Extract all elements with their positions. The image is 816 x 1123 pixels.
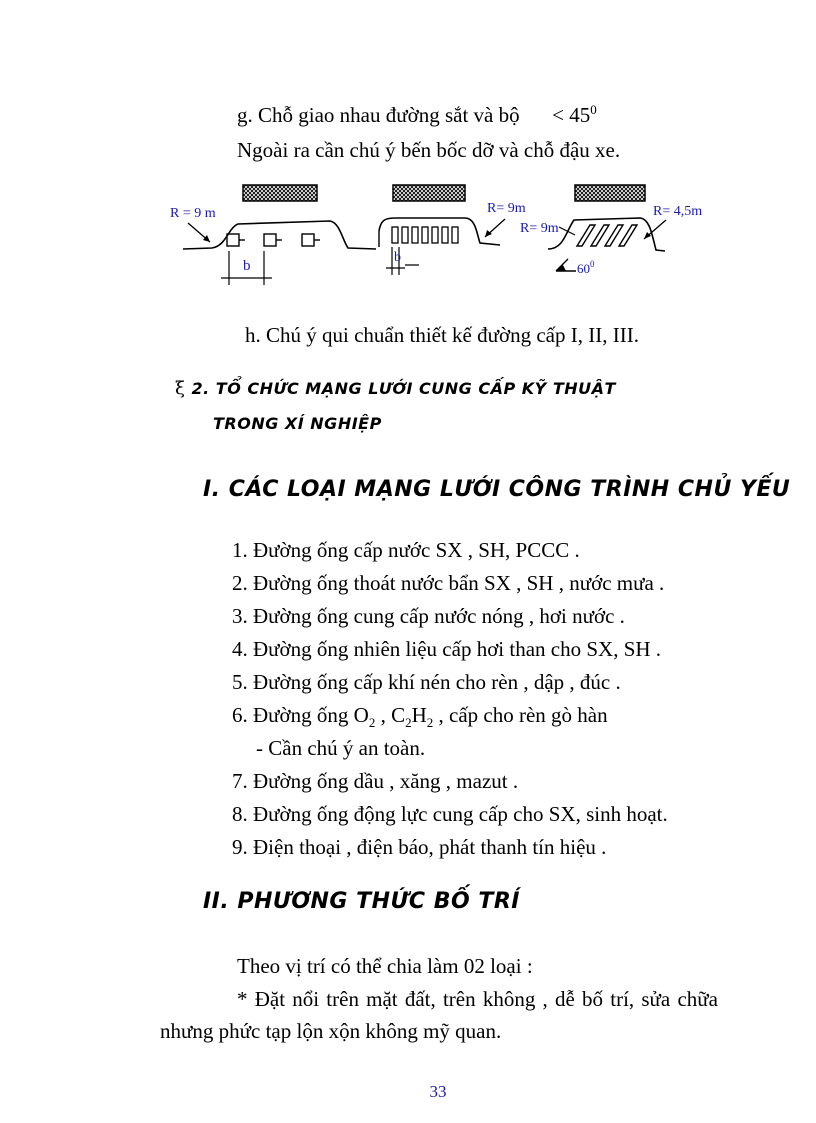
heading-1: I. CÁC LOẠI MẠNG LƯỚI CÔNG TRÌNH CHỦ YẾU	[203, 477, 791, 502]
list-item-9: 9. Điện thoại , điện báo, phát thanh tín hiệu .	[232, 835, 607, 859]
road-parking-figure	[0, 175, 816, 305]
parked-cars-left	[227, 234, 320, 246]
page-number: 33	[429, 1082, 447, 1101]
section2-title-line1	[175, 378, 616, 399]
heading-2: II. PHƯƠNG THỨC BỐ TRÍ	[203, 889, 520, 914]
building-block-right	[575, 185, 645, 201]
building-block-left	[243, 185, 317, 201]
road-curve-left	[183, 221, 376, 249]
section-h-line: h. Chú ý qui chuẩn thiết kế đường cấp I, II, III.	[245, 323, 639, 347]
road-curve-middle	[379, 218, 500, 245]
section-g-angle: < 45	[552, 103, 591, 127]
section2-title-line2: TRONG XÍ NGHIỆP	[213, 414, 382, 433]
list-item-5: 5. Đường ống cấp khí nén cho rèn , dập , đúc .	[232, 670, 621, 694]
list-item-1: 1. Đường ống cấp nước SX , SH, PCCC .	[232, 538, 580, 562]
list-item-2: 2. Đường ống thoát nước bẩn SX , SH , nước mưa .	[232, 571, 665, 595]
dim-label-middle: b	[394, 250, 401, 265]
radius-label-left: R = 9 m	[170, 206, 216, 221]
list-item-6: 6. Đường ống $O_2$ , $C_2H_2$ , cấp cho rèn gò hàn	[232, 703, 608, 731]
building-block-middle	[393, 185, 465, 201]
list-item-7: 7. Đường ống dầu , xăng , mazut .	[232, 769, 519, 793]
radius-outer-label-right: R= 4,5m	[653, 204, 703, 219]
section-symbol: ξ	[175, 378, 186, 399]
list-item-4: 4. Đường ống nhiên liệu cấp hơi than cho SX, SH .	[232, 637, 662, 661]
angle-label-right: $60^0$	[577, 259, 595, 276]
section-g-degree: 0	[590, 102, 597, 117]
note-line: Ngoài ra cần chú ý bến bốc dỡ và chỗ đậu xe.	[237, 138, 621, 162]
section-g-text: g. Chỗ giao nhau đường sắt và bộ	[237, 103, 520, 127]
list-item-6-note: - Cần chú ý an toàn.	[256, 736, 426, 760]
radius-label-middle: R= 9m	[487, 201, 526, 216]
section2-line1-text: 2. TỔ CHỨC MẠNG LƯỚI CUNG CẤP KỸ THUẬT	[191, 379, 616, 398]
angled-bays-right	[577, 225, 637, 246]
list-item-3: 3. Đường ống cung cấp nước nóng , hơi nước .	[232, 604, 625, 628]
radius-inner-label-right: R= 9m	[520, 221, 559, 236]
parking-bays-middle	[392, 227, 458, 243]
paragraph-2: * Đặt nổi trên mặt đất, trên không , dễ bố trí, sửa chữa nhưng phức tạp lộn xộn không mỹ quan.	[160, 987, 718, 1043]
dimension-b-middle	[386, 247, 419, 275]
list-item-8: 8. Đường ống động lực cung cấp cho SX, sinh hoạt.	[232, 802, 668, 826]
dim-label-left: b	[243, 258, 251, 274]
paragraph-1: Theo vị trí có thể chia làm 02 loại :	[237, 954, 533, 978]
section-g-line	[237, 102, 597, 128]
